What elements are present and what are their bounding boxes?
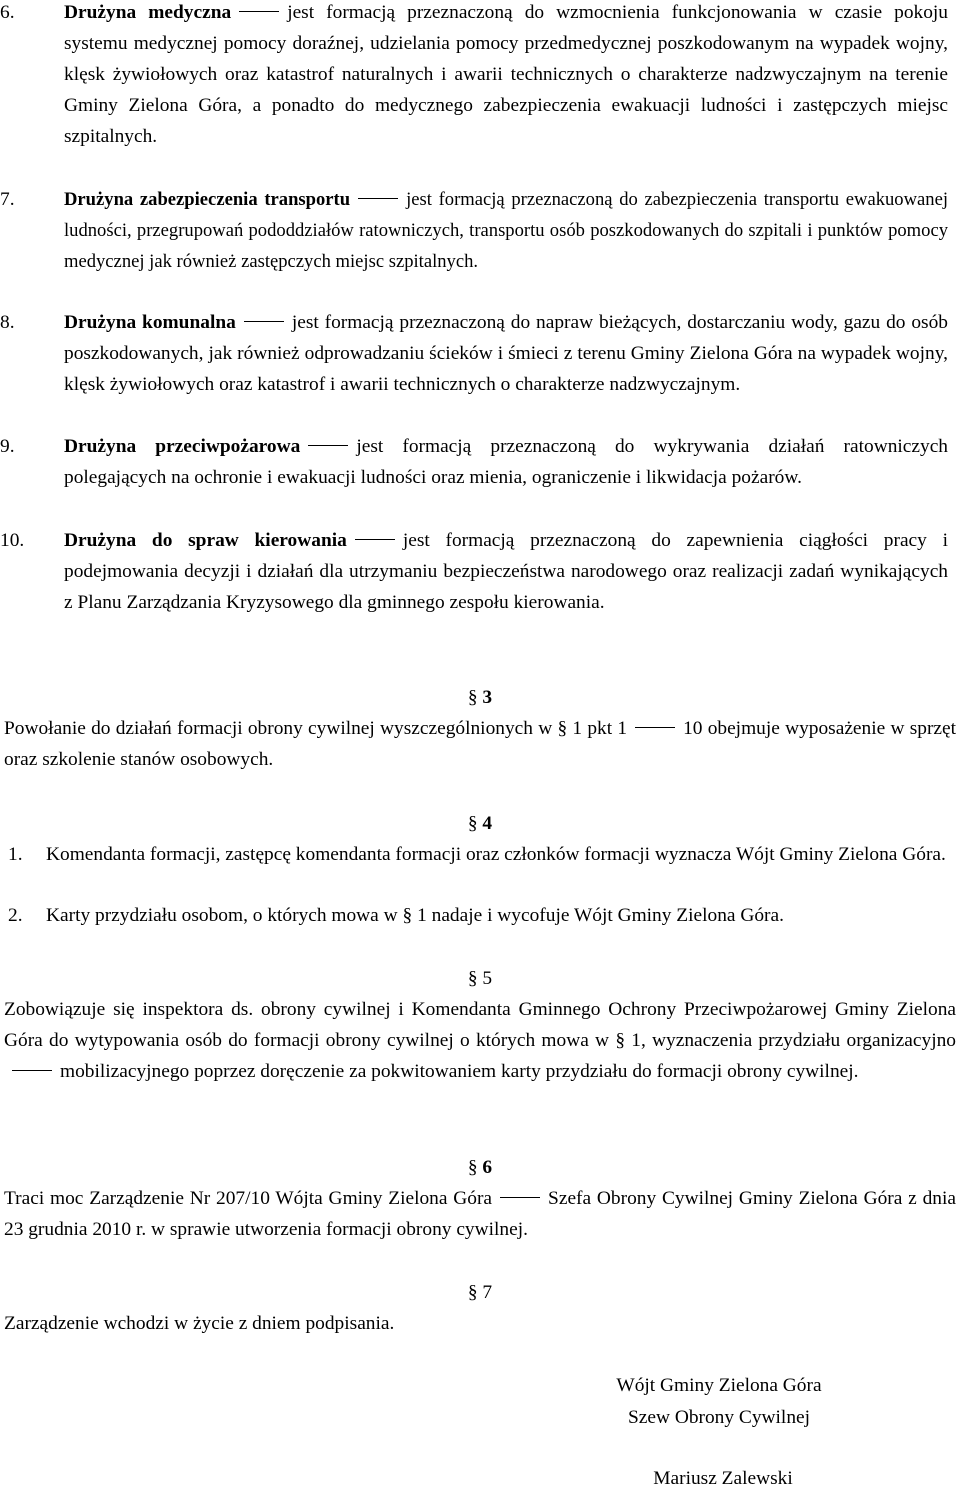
dash-separator xyxy=(635,727,675,728)
section-number: 5 xyxy=(482,968,493,989)
section-7-paragraph: Zarządzenie wchodzi w życie z dniem podpisania. xyxy=(4,1313,395,1334)
list-item-8 xyxy=(0,307,948,400)
section-number: 7 xyxy=(482,1282,493,1303)
section-sign: § xyxy=(467,813,478,834)
item-title: Drużyna przeciwpożarowa xyxy=(64,436,301,457)
signature-office: Wójt Gminy Zielona Góra xyxy=(616,1375,822,1396)
section-heading-7 xyxy=(0,1277,960,1308)
item-number: 6. xyxy=(0,2,15,23)
list-item-9 xyxy=(0,431,948,493)
item-number: 8. xyxy=(0,312,15,333)
dash-separator xyxy=(358,198,398,199)
section-number: 4 xyxy=(482,813,493,834)
dash-separator xyxy=(500,1197,540,1198)
item-title: Drużyna komunalna xyxy=(64,312,236,333)
section-3-paragraph: Powołanie do działań formacji obrony cywilnej wyszczególnionych w § 1 pkt 1 10 obejmuje wyposażenie w sprzęt oraz szkolenie stanów osobowych. xyxy=(4,718,957,770)
section-6-paragraph: Traci moc Zarządzenie Nr 207/10 Wójta Gminy Zielona Góra Szefa Obrony Cywilnej Gminy Zielona Góra z dnia 23 grudnia 2010 r. w sprawie utworzenia formacji obrony cywilnej. xyxy=(4,1188,956,1240)
list-item-10 xyxy=(0,525,948,618)
item-body: jest formacją przeznaczoną do zabezpieczenia transportu ewakuowanej ludności, przegrupowań pododdziałów ratowniczych, transportu osób poszkodowanych do szpitali i punktów pomocy medycznej jak również zastępczych miejsc szpitalnych. xyxy=(64,189,949,272)
point-text: Komendanta formacji, zastępcę komendanta formacji oraz członków formacji wyznacza Wójt Gminy Zielona Góra. xyxy=(46,844,946,865)
section-number: 6 xyxy=(482,1157,493,1178)
section-heading-3 xyxy=(0,682,960,713)
section-sign: § xyxy=(467,687,478,708)
section-heading-6 xyxy=(0,1152,960,1183)
dash-separator xyxy=(308,445,348,446)
section-sign: § xyxy=(467,1157,478,1178)
dash-separator xyxy=(239,11,279,12)
item-body: jest formacją przeznaczoną do zapewnienia ciągłości pracy i podejmowania decyzji i działań dla utrzymaniu bezpieczeństwa narodowego oraz realizacji zadań wynikających z Planu Zarządzania Kryzysowego dla gminnego zespołu kierowania. xyxy=(64,530,948,613)
section-sign: § xyxy=(467,968,478,989)
list-item-7 xyxy=(0,184,948,277)
item-number: 10. xyxy=(0,530,25,551)
section-heading-4 xyxy=(0,808,960,839)
item-body: jest formacją przeznaczoną do wykrywania działań ratowniczych polegających na ochronie i ewakuacji ludności oraz mienia, ograniczenie i likwidacja pożarów. xyxy=(64,436,948,488)
item-number: 9. xyxy=(0,436,15,457)
section-4-point-1 xyxy=(8,839,956,870)
item-body: jest formacją przeznaczoną do wzmocnienia funkcjonowania w czasie pokoju systemu medycznej pomocy doraźnej, udzielania pomocy przedmedycznej poszkodowanym na wypadek wojny, klęsk żywiołowych oraz katastrof naturalnych i awarii technicznych o charakterze nadzwyczajnym na terenie Gminy Zielona Góra, a ponadto do medycznego zabezpieczenia ewakuacji ludności i zastępczych miejsc szpitalnych. xyxy=(64,2,948,147)
item-title: Drużyna zabezpieczenia transportu xyxy=(64,189,351,210)
section-heading-5 xyxy=(0,963,960,994)
dash-separator xyxy=(244,321,284,322)
section-number: 3 xyxy=(482,687,493,708)
list-item-6 xyxy=(0,0,948,152)
signature-role: Szew Obrony Cywilnej xyxy=(627,1407,811,1428)
section-sign: § xyxy=(615,1030,626,1051)
section-sign: § xyxy=(467,1282,478,1303)
section-4-point-2: 2. Karty przydziału osobom, o których mowa w § 1 nadaje i wycofuje Wójt Gminy Zielona Góra. xyxy=(8,900,956,931)
section-sign: § xyxy=(402,905,413,926)
section-sign: § xyxy=(557,718,568,739)
item-title: Drużyna do spraw kierowania xyxy=(64,530,347,551)
item-body: jest formacją przeznaczoną do napraw bieżących, dostarczaniu wody, gazu do osób poszkodowanych, jak również odprowadzaniu ścieków i śmieci z terenu Gminy Zielona Góra na wypadek wojny, klęsk żywiołowych oraz katastrof i awarii technicznych o charakterze nadzwyczajnym. xyxy=(64,312,948,395)
point-number: 2. xyxy=(8,905,23,926)
item-number: 7. xyxy=(0,189,15,210)
point-number: 1. xyxy=(8,844,23,865)
signature-name: Mariusz Zalewski xyxy=(653,1468,793,1489)
dash-separator xyxy=(355,539,395,540)
section-5-paragraph: Zobowiązuje się inspektora ds. obrony cywilnej i Komendanta Gminnego Ochrony Przeciwpożarowej Gminy Zielona Góra do wytypowania osób do formacji obrony cywilnej o których mowa w § 1, wyznaczenia przydziału organizacyjnomobilizacyjnego poprzez doręczenie za pokwitowaniem karty przydziału do formacji obrony cywilnej. xyxy=(4,999,956,1082)
item-title: Drużyna medyczna xyxy=(64,2,232,23)
dash-separator xyxy=(12,1070,52,1071)
